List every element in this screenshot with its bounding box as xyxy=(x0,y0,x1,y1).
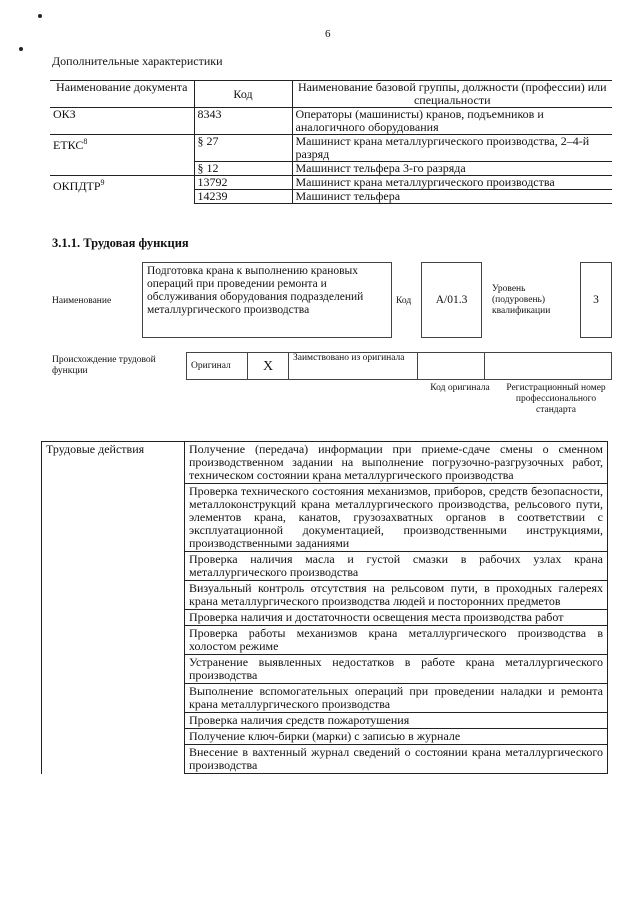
level-label: Уровень (подуровень) квалификации xyxy=(492,284,551,316)
desc-cell: Машинист тельфера 3-го разряда xyxy=(292,162,612,176)
page-number: 6 xyxy=(325,28,331,40)
action-item: Получение ключ-бирки (марки) с записью в журнале xyxy=(185,729,608,745)
labor-actions-label: Трудовые действия xyxy=(42,442,185,774)
action-item: Проверка наличия средств пожаротушения xyxy=(185,713,608,729)
header-group-name: Наименование базовой группы, должности (профессии) или специальности xyxy=(292,81,612,108)
doc-etks xyxy=(50,135,194,176)
footnote-ref: 9 xyxy=(100,178,105,187)
function-heading: 3.1.1. Трудовая функция xyxy=(52,236,189,250)
code-cell: § 27 xyxy=(194,135,292,162)
function-name-box: Подготовка крана к выполнению крановых операций при проведении ремонта и обслуживания оборудования подразделений металлургического производства xyxy=(142,262,392,338)
desc-cell: Машинист крана металлургического производства xyxy=(292,176,612,190)
doc-etks-label: ЕТКС xyxy=(53,138,84,152)
table-header-row xyxy=(50,81,612,108)
function-code-box xyxy=(421,262,482,338)
action-item: Проверка технического состояния механизмов, приборов, средств безопасности, металлоконструкций крана металлургического производства, рельсового пути, элементов крана, канатов, грузозахватных органов в соответствии с эксплуатационной документацией, производственными инструкциями, производственными заданиями xyxy=(185,484,608,552)
code-cell: 8343 xyxy=(194,108,292,135)
section-title: Дополнительные характеристики xyxy=(52,54,223,68)
header-code: Код xyxy=(194,81,292,108)
original-label: Оригинал xyxy=(187,353,248,380)
origin-table xyxy=(186,352,612,380)
original-mark: X xyxy=(248,353,289,380)
borrowed-label: Заимствовано из оригинала xyxy=(289,353,418,380)
action-item: Проверка наличия масла и густой смазки в рабочих узлах крана металлургического производства xyxy=(185,552,608,581)
desc-cell: Машинист крана металлургического производства, 2–4-й разряд xyxy=(292,135,612,162)
doc-okpdtr-label: ОКПДТР xyxy=(53,179,101,193)
action-item: Визуальный контроль отсутствия на рельсовом пути, в проходных галереях крана металлургического производства людей и посторонних предметов xyxy=(185,581,608,610)
code-cell: § 12 xyxy=(194,162,292,176)
code-cell: 13792 xyxy=(194,176,292,190)
action-item: Проверка наличия и достаточности освещения места производства работ xyxy=(185,610,608,626)
table-row xyxy=(50,176,612,190)
binding-mark xyxy=(19,47,23,51)
action-item: Получение (передача) информации при приеме-сдаче смены о сменном производственном задании на выполнение погрузочно-разгрузочных работ, техническом состоянии крана металлургического производства xyxy=(185,442,608,484)
function-code: A/01.3 xyxy=(435,293,468,306)
code-label: Код xyxy=(396,296,412,306)
header-doc-name: Наименование документа xyxy=(50,81,194,108)
binding-mark-top xyxy=(38,14,42,18)
level-value: 3 xyxy=(593,293,599,306)
origin-code-cell xyxy=(418,353,485,380)
table-row xyxy=(50,135,612,162)
origin-label: Происхождение трудовой функции xyxy=(52,355,156,376)
name-label: Наименование xyxy=(52,296,112,306)
doc-okpdtr xyxy=(50,176,194,204)
desc-cell: Машинист тельфера xyxy=(292,190,612,204)
additional-characteristics-table xyxy=(50,80,612,204)
code-cell: 14239 xyxy=(194,190,292,204)
action-item: Устранение выявленных недостатков в работе крана металлургического производства xyxy=(185,655,608,684)
table-row xyxy=(42,442,608,484)
table-row xyxy=(50,108,612,135)
desc-cell: Операторы (машинисты) кранов, подъемников и аналогичного оборудования xyxy=(292,108,612,135)
code-original-caption: Код оригинала xyxy=(430,383,490,393)
reg-number-cell xyxy=(485,353,612,380)
action-item: Проверка работы механизмов крана металлургического производства в холостом режиме xyxy=(185,626,608,655)
footnote-ref: 8 xyxy=(83,137,88,146)
reg-number-caption: Регистрационный номер профессионального стандарта xyxy=(506,383,606,415)
labor-actions-table xyxy=(41,441,608,774)
doc-okz: ОКЗ xyxy=(50,108,194,135)
level-box xyxy=(580,262,612,338)
action-item: Выполнение вспомогательных операций при проведении наладки и ремонта крана металлургического производства xyxy=(185,684,608,713)
action-item: Внесение в вахтенный журнал сведений о состоянии крана металлургического производства xyxy=(185,745,608,774)
